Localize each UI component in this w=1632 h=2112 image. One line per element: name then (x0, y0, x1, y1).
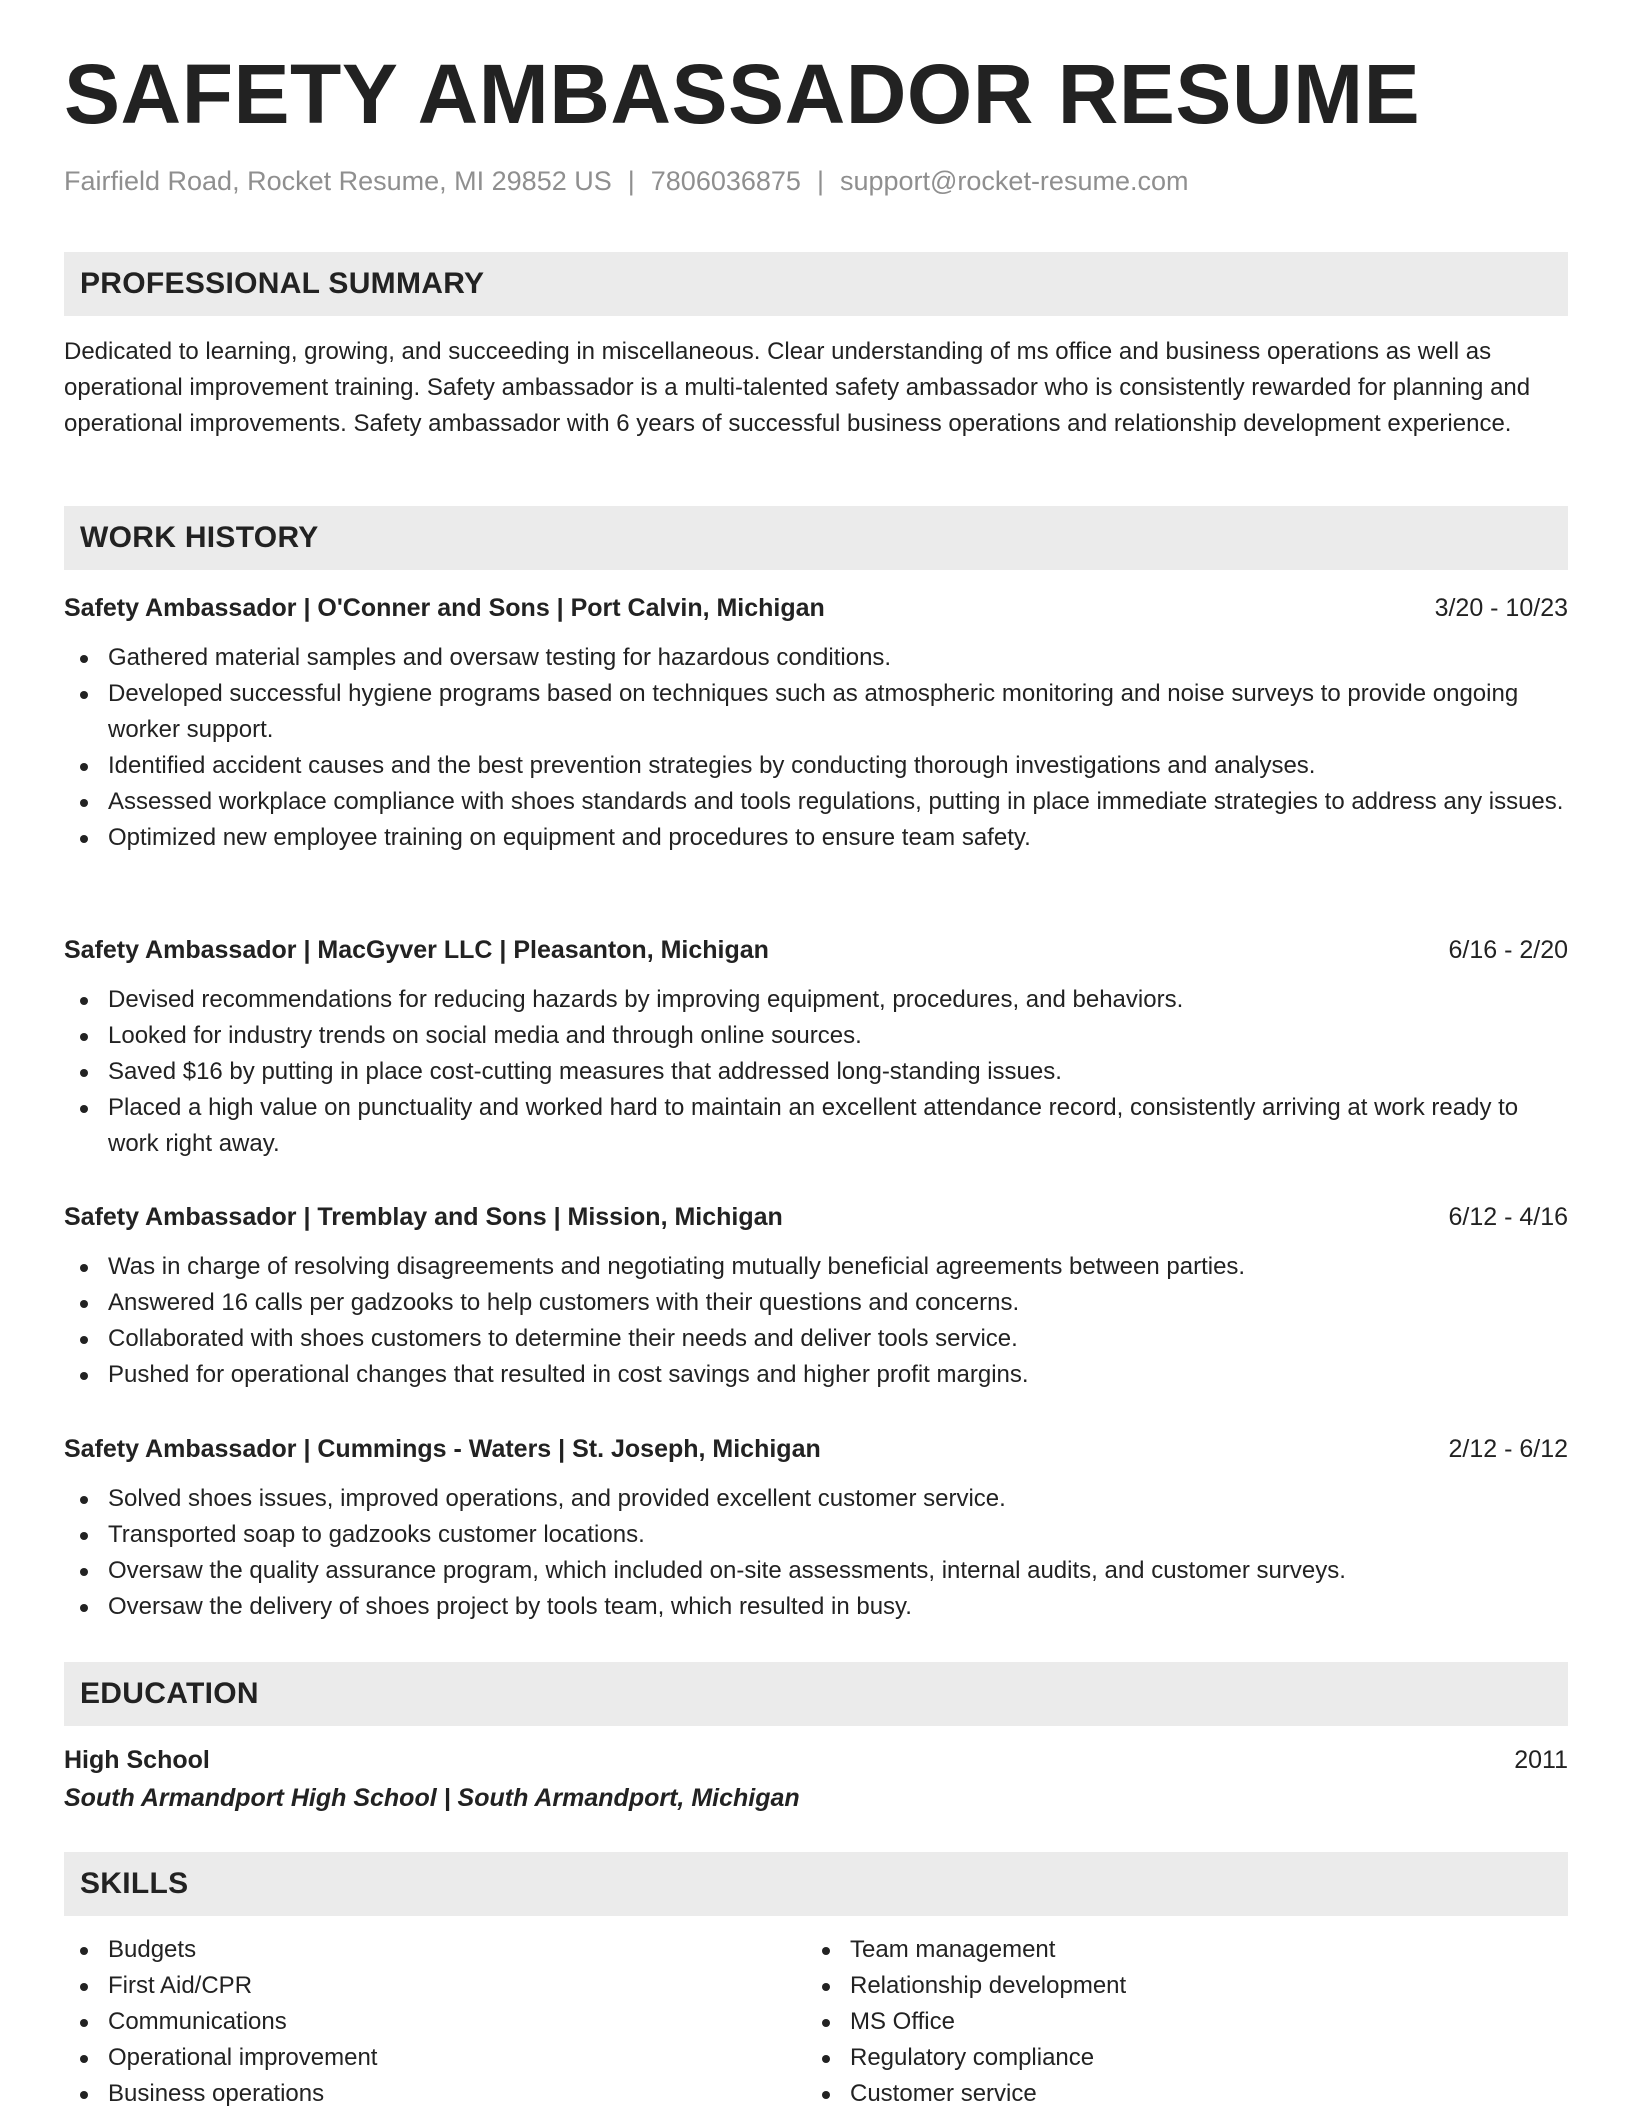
skill-item: Communications (64, 2004, 806, 2040)
job-entry (64, 1199, 1568, 1393)
skills-column-left (64, 1932, 806, 2112)
section-title: SKILLS (80, 1867, 189, 1900)
job-header (64, 1431, 1568, 1467)
job-bullet: Answered 16 calls per gadzooks to help customers with their questions and concerns. (64, 1285, 1568, 1321)
job-bullets (64, 640, 1568, 856)
job-dates: 6/16 - 2/20 (1448, 936, 1568, 964)
job-bullets (64, 982, 1568, 1162)
job-bullet: Oversaw the delivery of shoes project by tools team, which resulted in busy. (64, 1589, 1568, 1625)
skill-item: Team management (806, 1932, 1548, 1968)
education-degree: High School (64, 1746, 210, 1774)
job-bullet: Was in charge of resolving disagreements and negotiating mutually beneficial agreements between parties. (64, 1249, 1568, 1285)
job-bullet: Devised recommendations for reducing hazards by improving equipment, procedures, and behaviors. (64, 982, 1568, 1018)
section-header-summary (64, 252, 1568, 316)
job-dates: 3/20 - 10/23 (1434, 594, 1568, 622)
section-title: EDUCATION (80, 1677, 259, 1710)
contact-email: support@rocket-resume.com (839, 166, 1189, 196)
skill-item: Customer service (806, 2076, 1548, 2112)
summary-text: Dedicated to learning, growing, and succeeding in miscellaneous. Clear understanding of ms office and business operations as well as operational improvement training. Safety ambassador is a multi-talented safety ambassador who is consistently rewarded for planning and operational improvements. Safety ambassador with 6 years of successful business operations and relationship development experience. (64, 338, 1531, 437)
job-header (64, 932, 1568, 968)
job-entry (64, 1431, 1568, 1625)
job-dates: 6/12 - 4/16 (1448, 1203, 1568, 1231)
section-header-education (64, 1662, 1568, 1726)
job-bullet: Collaborated with shoes customers to determine their needs and deliver tools service. (64, 1321, 1568, 1357)
skill-item: Budgets (64, 1932, 806, 1968)
job-bullet: Identified accident causes and the best prevention strategies by conducting thorough investigations and analyses. (64, 748, 1568, 784)
job-title: Safety Ambassador | Cummings - Waters | St. Joseph, Michigan (64, 1435, 821, 1463)
skill-item: Regulatory compliance (806, 2040, 1548, 2076)
education-year: 2011 (1514, 1746, 1568, 1774)
section-title: PROFESSIONAL SUMMARY (80, 267, 485, 300)
contact-separator: | (627, 166, 635, 196)
job-title: Safety Ambassador | O'Conner and Sons | Port Calvin, Michigan (64, 594, 825, 622)
section-header-skills (64, 1852, 1568, 1916)
job-header (64, 590, 1568, 626)
job-bullet: Pushed for operational changes that resulted in cost savings and higher profit margins. (64, 1357, 1568, 1393)
job-bullet: Assessed workplace compliance with shoes standards and tools regulations, putting in place immediate strategies to address any issues. (64, 784, 1568, 820)
job-bullet: Gathered material samples and oversaw testing for hazardous conditions. (64, 640, 1568, 676)
education-entry (64, 1742, 1568, 1816)
skill-item: Business operations (64, 2076, 806, 2112)
job-bullet: Placed a high value on punctuality and worked hard to maintain an excellent attendance record, consistently arriving at work ready to work right away. (64, 1090, 1568, 1162)
job-bullet: Optimized new employee training on equipment and procedures to ensure team safety. (64, 820, 1568, 856)
job-bullet: Oversaw the quality assurance program, which included on-site assessments, internal audits, and customer surveys. (64, 1553, 1568, 1589)
section-title: WORK HISTORY (80, 521, 319, 554)
section-header-work-history (64, 506, 1568, 570)
job-title: Safety Ambassador | MacGyver LLC | Pleasanton, Michigan (64, 936, 769, 964)
job-bullet: Transported soap to gadzooks customer locations. (64, 1517, 1568, 1553)
skill-item: MS Office (806, 2004, 1548, 2040)
job-bullet: Solved shoes issues, improved operations, and provided excellent customer service. (64, 1481, 1568, 1517)
skills-column-right (806, 1932, 1548, 2112)
job-bullets (64, 1249, 1568, 1393)
education-school: South Armandport High School | South Armandport, Michigan (64, 1784, 800, 1812)
skill-item: Relationship development (806, 1968, 1548, 2004)
job-entry (64, 590, 1568, 856)
job-title: Safety Ambassador | Tremblay and Sons | Mission, Michigan (64, 1203, 783, 1231)
contact-address: Fairfield Road, Rocket Resume, MI 29852 US (64, 166, 612, 196)
skills-list (64, 1932, 1568, 2112)
education-row (64, 1742, 1568, 1778)
skill-item: First Aid/CPR (64, 1968, 806, 2004)
job-header (64, 1199, 1568, 1235)
job-bullets (64, 1481, 1568, 1625)
job-entry (64, 932, 1568, 1162)
contact-separator: | (816, 166, 824, 196)
contact-phone: 7806036875 (650, 166, 801, 196)
job-bullet: Saved $16 by putting in place cost-cutting measures that addressed long-standing issues. (64, 1054, 1568, 1090)
contact-line (64, 168, 1188, 195)
job-dates: 2/12 - 6/12 (1448, 1435, 1568, 1463)
job-bullet: Developed successful hygiene programs based on techniques such as atmospheric monitoring and noise surveys to provide ongoing worker support. (64, 676, 1568, 748)
skill-item: Operational improvement (64, 2040, 806, 2076)
job-bullet: Looked for industry trends on social media and through online sources. (64, 1018, 1568, 1054)
resume-title: SAFETY AMBASSADOR RESUME (64, 47, 1421, 141)
